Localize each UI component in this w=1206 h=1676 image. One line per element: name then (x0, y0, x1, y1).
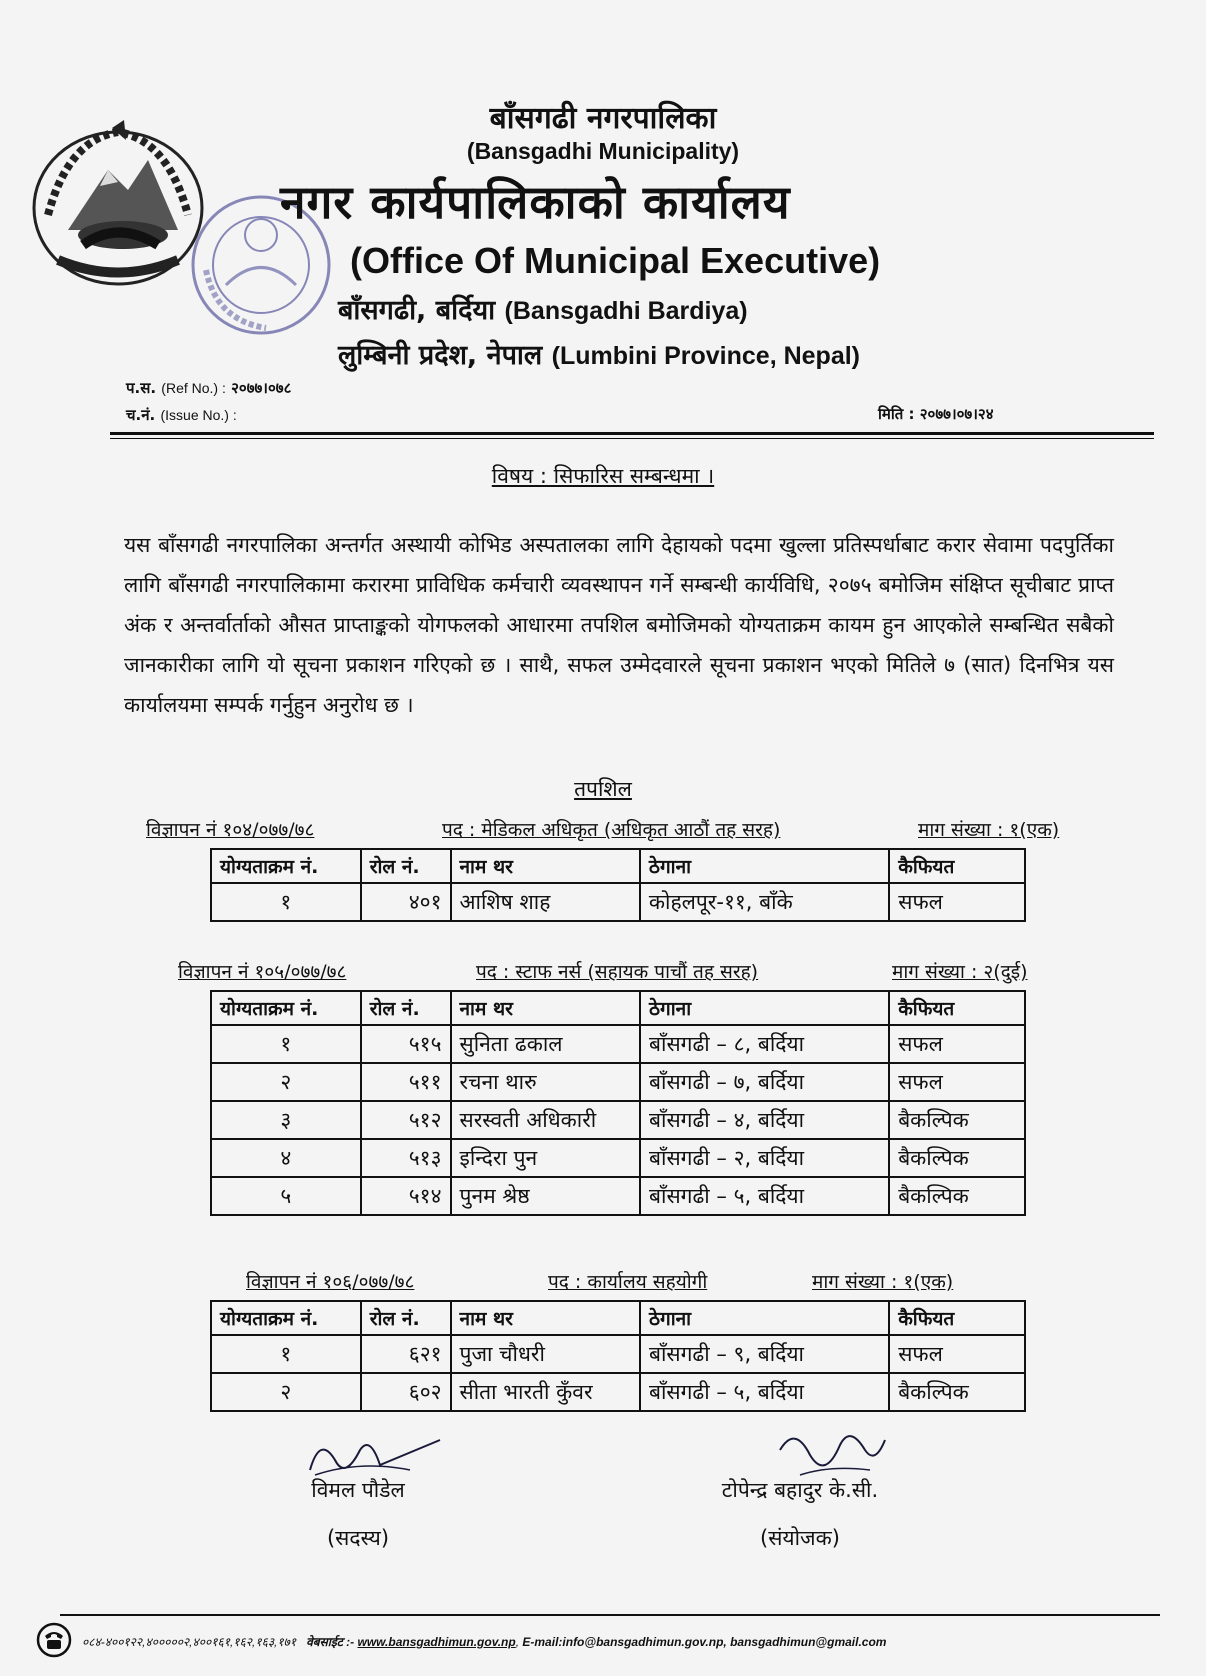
cell-address: बाँसगढी – ८, बर्दिया (640, 1025, 889, 1063)
cell-remarks: बैकल्पिक (889, 1101, 1025, 1139)
section-3-table (210, 1300, 1026, 1412)
cell-address: कोहलपूर-११, बाँके (640, 883, 889, 921)
section-2-demand: माग संख्या : २(दुई) (892, 961, 1028, 983)
cell-roll: ४०१ (361, 883, 451, 921)
issue-label-en: (Issue No.) : (160, 407, 237, 423)
province-en: (Lumbini Province, Nepal) (551, 342, 860, 370)
subject-text: विषय : सिफारिस सम्बन्धमा । (491, 464, 715, 488)
section-2-table (210, 990, 1026, 1216)
cell-address: बाँसगढी – ४, बर्दिया (640, 1101, 889, 1139)
cell-rank: २ (211, 1063, 361, 1101)
cell-remarks: बैकल्पिक (889, 1177, 1025, 1215)
section-1-adv: विज्ञापन नं १०४/०७७/७८ (146, 819, 315, 841)
cell-roll: ६०२ (361, 1373, 451, 1411)
cell-name: इन्दिरा पुन (451, 1139, 641, 1177)
col-name: नाम थर (451, 1301, 640, 1335)
cell-name: सुनिता ढकाल (451, 1025, 641, 1063)
table-row (211, 1373, 1025, 1411)
cell-roll: ५११ (361, 1063, 451, 1101)
ref-no (126, 378, 291, 398)
table-row (211, 1101, 1025, 1139)
cell-roll: ६२१ (361, 1335, 451, 1373)
cell-name: रचना थारु (451, 1063, 641, 1101)
date-label: मिति : (878, 405, 915, 423)
cell-roll: ५१२ (361, 1101, 451, 1139)
col-roll: रोल नं. (361, 991, 451, 1025)
cell-remarks: बैकल्पिक (889, 1373, 1025, 1411)
municipality-name-np: बाँसगढी नगरपालिका (489, 101, 717, 136)
cell-remarks: बैकल्पिक (889, 1139, 1025, 1177)
col-name: नाम थर (451, 849, 640, 883)
table-row (211, 1177, 1025, 1215)
signatory-1-role: (सदस्य) (326, 1526, 390, 1550)
table-row (211, 1063, 1025, 1101)
notice-body: यस बाँसगढी नगरपालिका अन्तर्गत अस्थायी कोभिड अस्पतालका लागि देहायको पदमा खुल्ला प्रतिस्पर्धाबाट करार सेवामा पदपुर्तिका लागि बाँसगढी नगरपालिकामा करारमा प्राविधिक कर्मचारी व्यवस्थापन गर्ने सम्बन्धी कार्यविधि, २०७५ बमोजिम संक्षिप्त सूचीबाट प्राप्त अंक र अन्तर्वार्ताको औसत प्राप्ताङ्कको योगफलको आधारमा तपशिल बमोजिमको योग्यताक्रम कायम हुन आएकोले सम्बन्धित सबैको जानकारीका लागि यो सूचना प्रकाशन गरिएको छ । साथै, सफल उम्मेदवारले सूचना प्रकाशन भएको मितिले ७ (सात) दिनभित्र यस कार्यालयमा सम्पर्क गर्नुहुन अनुरोध छ । (124, 533, 1114, 717)
province-np: लुम्बिनी प्रदेश, नेपाल (338, 340, 543, 371)
cell-rank: १ (211, 883, 361, 921)
office-name-np: नगर कार्यपालिकाको कार्यालय (280, 175, 791, 229)
issue-no (126, 405, 237, 425)
cell-remarks: सफल (889, 1063, 1025, 1101)
cell-rank: १ (211, 1335, 361, 1373)
col-name: नाम थर (451, 991, 641, 1025)
header-rule (110, 432, 1154, 435)
table-header-row (211, 849, 1025, 883)
section-1-demand: माग संख्या : १(एक) (918, 819, 1060, 841)
cell-rank: ३ (211, 1101, 361, 1139)
office-name-en: (Office Of Municipal Executive) (350, 240, 881, 281)
cell-name: सीता भारती कुँवर (451, 1373, 640, 1411)
cell-rank: १ (211, 1025, 361, 1063)
table-header-row (211, 1301, 1025, 1335)
cell-rank: २ (211, 1373, 361, 1411)
footer-website-link[interactable]: www.bansgadhimun.gov.np (357, 1635, 516, 1649)
signatory-1-name: विमल पौडेल (311, 1478, 405, 1502)
cell-remarks: सफल (889, 1335, 1025, 1373)
table-header-row (211, 991, 1025, 1025)
cell-roll: ५१५ (361, 1025, 451, 1063)
table-row (211, 1025, 1025, 1063)
ref-label-en: (Ref No.) : (161, 380, 226, 396)
section-2-adv: विज्ञापन नं १०५/०७७/७८ (178, 961, 347, 983)
header-rule-thin (110, 438, 1154, 439)
issue-label: च.नं. (126, 406, 156, 424)
signatory-2-name: टोपेन्द्र बहादुर के.सी. (721, 1478, 879, 1502)
phone-icon (36, 1622, 72, 1658)
province-line (338, 335, 860, 372)
cell-name: पुजा चौधरी (451, 1335, 640, 1373)
section-2-post: पद : स्टाफ नर्स (सहायक पाचौं तह सरह) (476, 961, 759, 983)
section-1-post: पद : मेडिकल अधिकृत (अधिकृत आठौं तह सरह) (442, 819, 781, 841)
issue-date (878, 404, 994, 424)
footer-phone: ०८४-४००१२२,४०००००२,४००१६१,१६२,१६३,१७१ (82, 1635, 297, 1649)
cell-address: बाँसगढी – ५, बर्दिया (640, 1373, 889, 1411)
tapsil-heading: तपशिल (574, 777, 632, 801)
col-rank: योग्यताक्रम नं. (211, 1301, 361, 1335)
cell-address: बाँसगढी – ७, बर्दिया (640, 1063, 889, 1101)
section-1-table (210, 848, 1026, 922)
cell-name: सरस्वती अधिकारी (451, 1101, 641, 1139)
cell-remarks: सफल (889, 883, 1025, 921)
footer-rule (60, 1614, 1160, 1616)
location-np: बाँसगढी, बर्दिया (338, 295, 496, 326)
footer-website-label: वेबसाईट :- (306, 1635, 355, 1649)
cell-name: आशिष शाह (451, 883, 640, 921)
section-3-adv: विज्ञापन नं १०६/०७७/७८ (246, 1271, 415, 1293)
col-remarks: कैफियत (889, 991, 1025, 1025)
subject-line (0, 462, 1206, 490)
col-roll: रोल नं. (361, 1301, 451, 1335)
col-rank: योग्यताक्रम नं. (211, 991, 361, 1025)
col-address: ठेगाना (640, 991, 889, 1025)
footer-contact: ०८४-४००१२२,४०००००२,४००१६१,१६२,१६३,१७१ वेबसाईट :- www.bansgadhimun.gov.np, E-mail:info@bansgadhimun.gov.np, bansgadhimun@gmail.com (82, 1635, 887, 1649)
col-address: ठेगाना (640, 1301, 889, 1335)
col-roll: रोल नं. (361, 849, 451, 883)
table-row (211, 1335, 1025, 1373)
cell-roll: ५१४ (361, 1177, 451, 1215)
col-remarks: कैफियत (889, 1301, 1025, 1335)
col-rank: योग्यताक्रम नं. (211, 849, 361, 883)
cell-remarks: सफल (889, 1025, 1025, 1063)
section-3-demand: माग संख्या : १(एक) (812, 1271, 954, 1293)
cell-roll: ५१३ (361, 1139, 451, 1177)
ref-label: प.स. (126, 379, 157, 397)
location-line (338, 290, 748, 327)
table-row (211, 1139, 1025, 1177)
table-row (211, 883, 1025, 921)
ref-value: २०७७।०७८ (231, 379, 292, 397)
cell-name: पुनम श्रेष्ठ (451, 1177, 641, 1215)
date-value: २०७७।०७।२४ (919, 405, 994, 423)
col-address: ठेगाना (640, 849, 889, 883)
municipality-name-en: (Bansgadhi Municipality) (466, 138, 740, 164)
cell-address: बाँसगढी – ५, बर्दिया (640, 1177, 889, 1215)
col-remarks: कैफियत (889, 849, 1025, 883)
footer-email[interactable]: E-mail:info@bansgadhimun.gov.np, bansgadhimun@gmail.com (522, 1635, 887, 1649)
signatory-2-role: (संयोजक) (760, 1526, 840, 1550)
location-en: (Bansgadhi Bardiya) (504, 297, 748, 325)
cell-address: बाँसगढी – २, बर्दिया (640, 1139, 889, 1177)
cell-rank: ४ (211, 1139, 361, 1177)
section-3-post: पद : कार्यालय सहयोगी (548, 1271, 708, 1293)
cell-address: बाँसगढी – ९, बर्दिया (640, 1335, 889, 1373)
cell-rank: ५ (211, 1177, 361, 1215)
